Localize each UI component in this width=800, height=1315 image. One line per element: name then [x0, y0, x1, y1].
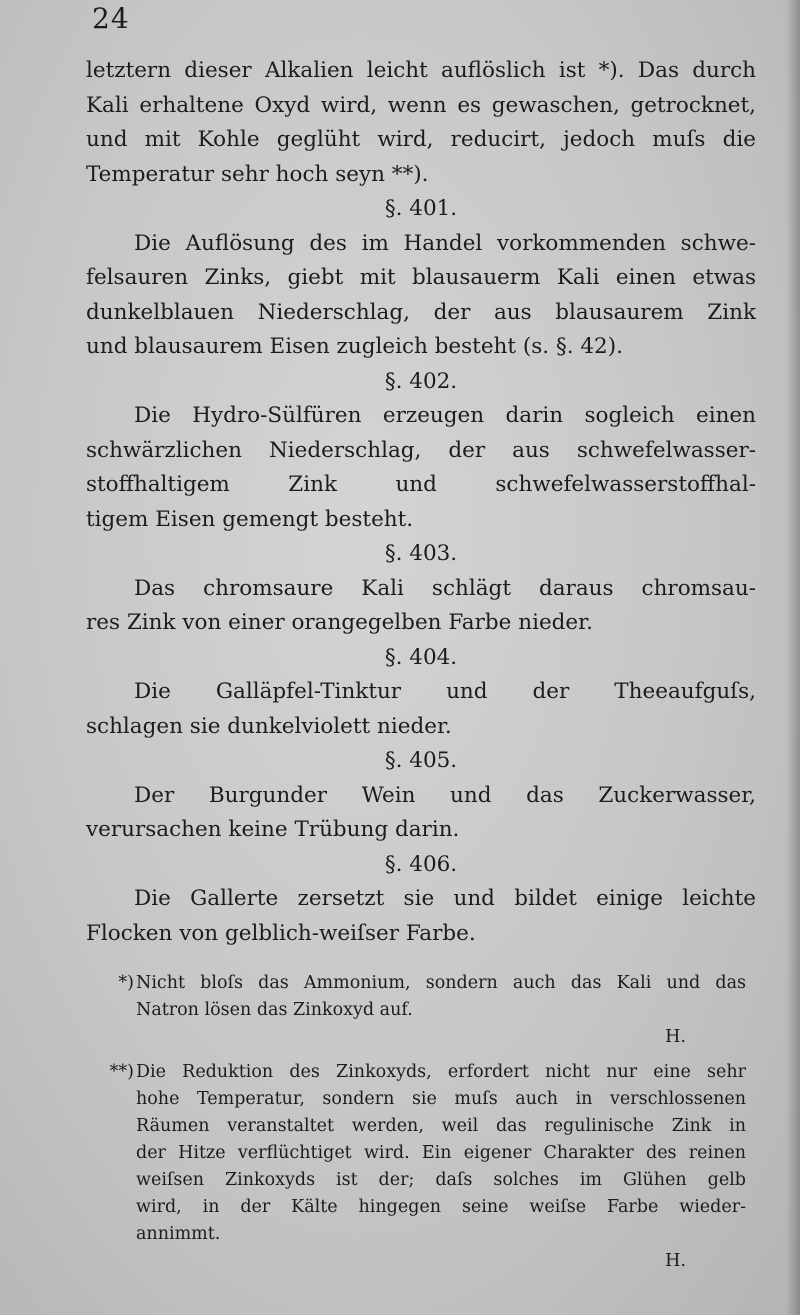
text-line: stoffhaltigem Zink und schwefelwasserstoffhal-	[86, 472, 756, 497]
page-edge-shadow	[786, 0, 800, 1315]
footnotes	[86, 970, 746, 1283]
text-line: res Zink von einer orangegelben Farbe nieder.	[86, 610, 593, 635]
footnote-line: Räumen veranstaltet werden, weil das regulinische Zink in	[136, 1116, 746, 1136]
text-line: Kali erhaltene Oxyd wird, wenn es gewaschen, getrocknet,	[86, 92, 756, 118]
section-heading: §. 401.	[384, 196, 458, 221]
text-line: verursachen keine Trübung darin.	[86, 817, 460, 842]
footnote	[86, 1059, 746, 1275]
section-heading: §. 404.	[384, 644, 458, 670]
footnote-text	[136, 970, 746, 1051]
text-line: Die Galläpfel-Tinktur und der Theeaufguſs,	[134, 679, 756, 704]
text-line: schlagen sie dunkelviolett nieder.	[86, 713, 452, 739]
footnote-line: der Hitze verflüchtiget wird. Ein eigener Charakter des reinen	[136, 1143, 746, 1163]
text-line: Die Auflösung des im Handel vorkommenden schwe-	[134, 230, 756, 256]
text-line: schwärzlichen Niederschlag, der aus schwefelwasser-	[86, 437, 756, 463]
footnote-line: annimmt.	[136, 1224, 221, 1244]
text-line: und blausaurem Eisen zugleich besteht (s. §. 42).	[86, 334, 623, 359]
footnote-line: Die Reduktion des Zinkoxyds, erfordert nicht nur eine sehr	[136, 1062, 746, 1082]
text-line: Die Gallerte zersetzt sie und bildet einige leichte	[134, 886, 756, 911]
text-line: dunkelblauen Niederschlag, der aus blausaurem Zink	[86, 299, 756, 325]
footnote	[86, 970, 746, 1051]
footnote-mark: *)	[118, 973, 134, 993]
text-line: Die Hydro-Sülfüren erzeugen darin sogleich einen	[134, 403, 756, 428]
footnote-line: wird, in der Kälte hingegen seine weiſse Farbe wieder-	[136, 1197, 746, 1217]
section-heading: §. 406.	[384, 851, 458, 877]
section-heading: §. 405.	[384, 748, 458, 773]
text-line: Temperatur sehr hoch seyn **).	[86, 161, 429, 187]
footnote-mark: **)	[109, 1062, 134, 1082]
text-line: Flocken von gelblich-weiſser Farbe.	[86, 920, 476, 946]
text-line: felsauren Zinks, giebt mit blausauerm Kali einen etwas	[86, 265, 756, 290]
footnote-line: weiſsen Zinkoxyds ist der; daſs solches im Glühen gelb	[136, 1170, 746, 1190]
footnote-line: Nicht bloſs das Ammonium, sondern auch das Kali und das	[136, 973, 746, 993]
footnote-signature: H.	[665, 1027, 686, 1047]
text-line: Der Burgunder Wein und das Zuckerwasser,	[134, 782, 756, 808]
text-line: Das chromsaure Kali schlägt daraus chromsau-	[134, 575, 756, 601]
footnote-signature: H.	[665, 1251, 686, 1271]
page-number: 24	[92, 2, 130, 35]
text-line: tigem Eisen gemengt besteht.	[86, 506, 414, 532]
section-heading: §. 402.	[384, 368, 458, 394]
text-line: und mit Kohle geglüht wird, reducirt, jedoch muſs die	[86, 127, 756, 152]
footnote-line: Natron lösen das Zinkoxyd auf.	[136, 1000, 413, 1020]
text-line: letztern dieser Alkalien leicht auflöslich ist *). Das durch	[86, 58, 756, 83]
main-text	[86, 54, 756, 951]
footnote-line: hohe Temperatur, sondern sie muſs auch in verschlossenen	[136, 1089, 746, 1109]
section-heading: §. 403.	[384, 541, 458, 566]
footnote-text	[136, 1059, 746, 1275]
